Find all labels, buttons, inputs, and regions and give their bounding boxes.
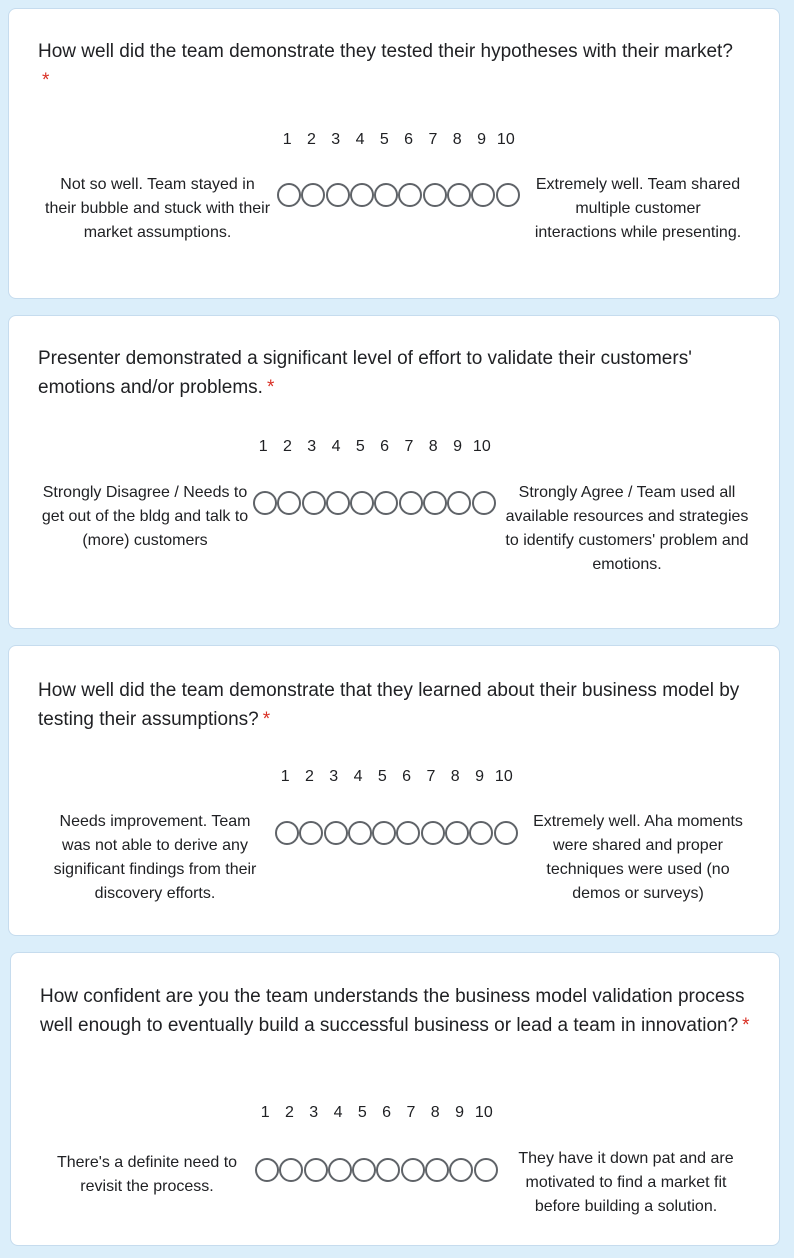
radio-option-5[interactable]: [350, 491, 374, 515]
required-asterisk: *: [266, 377, 275, 398]
radio-option-6[interactable]: [398, 183, 422, 207]
scale-number: 4: [333, 1104, 343, 1121]
scale-number: 6: [382, 1104, 392, 1121]
radio-option-9[interactable]: [469, 821, 493, 845]
scale-number: 5: [377, 768, 387, 785]
scale-number: 10: [474, 1104, 493, 1121]
question-card-4: [10, 952, 780, 1246]
radio-option-9[interactable]: [447, 491, 471, 515]
scale-number: 7: [404, 438, 414, 455]
radio-option-2[interactable]: [277, 491, 301, 515]
scale-number: 5: [357, 1104, 367, 1121]
high-label: They have it down pat and are motivated to find a market fit before building a solution.: [518, 1150, 734, 1215]
radio-option-7[interactable]: [401, 1158, 425, 1182]
scale-number: 8: [450, 768, 460, 785]
scale-number: 7: [428, 131, 438, 148]
radio-option-9[interactable]: [449, 1158, 473, 1182]
scale-number: 5: [355, 438, 365, 455]
scale-number: 6: [380, 438, 390, 455]
radio-option-6[interactable]: [396, 821, 420, 845]
radio-option-8[interactable]: [425, 1158, 449, 1182]
scale-numbers: [253, 1104, 496, 1122]
low-label: There's a definite need to revisit the process.: [56, 1154, 238, 1195]
scale-number: 3: [331, 131, 341, 148]
radio-option-8[interactable]: [447, 183, 471, 207]
question-card-1: [8, 8, 780, 299]
scale-number: 8: [430, 1104, 440, 1121]
radio-option-2[interactable]: [299, 821, 323, 845]
scale-number: 9: [453, 438, 462, 455]
radio-option-4[interactable]: [348, 821, 372, 845]
radio-option-3[interactable]: [304, 1158, 328, 1182]
radio-option-1[interactable]: [255, 1158, 279, 1182]
radio-option-7[interactable]: [421, 821, 445, 845]
scale-number: 1: [282, 131, 292, 148]
scale-number: 3: [307, 438, 317, 455]
scale-numbers: [251, 438, 494, 456]
radio-option-2[interactable]: [301, 183, 325, 207]
scale-number: 2: [284, 1104, 294, 1121]
scale-numbers: [275, 131, 518, 149]
scale-number: 10: [494, 768, 513, 785]
radio-option-4[interactable]: [350, 183, 374, 207]
radio-option-4[interactable]: [328, 1158, 352, 1182]
radio-scale: [275, 821, 518, 845]
question-title: How well did the team demonstrate that they learned about their business model by testing their assumptions? *: [38, 680, 740, 730]
scale-number: 2: [282, 438, 292, 455]
radio-option-5[interactable]: [372, 821, 396, 845]
scale-number: 8: [452, 131, 462, 148]
scale-number: 7: [426, 768, 436, 785]
scale-number: 4: [355, 131, 365, 148]
radio-scale: [255, 1158, 498, 1182]
radio-scale: [277, 183, 520, 207]
radio-option-10[interactable]: [472, 491, 496, 515]
low-label: Strongly Disagree / Needs to get out of the bldg and talk to (more) customers: [41, 484, 249, 549]
radio-option-10[interactable]: [474, 1158, 498, 1182]
scale-number: 5: [379, 131, 389, 148]
scale-numbers: [273, 768, 516, 786]
radio-option-1[interactable]: [253, 491, 277, 515]
radio-option-8[interactable]: [423, 491, 447, 515]
radio-option-9[interactable]: [471, 183, 495, 207]
scale-number: 4: [353, 768, 363, 785]
scale-number: 3: [309, 1104, 319, 1121]
scale-number: 1: [260, 1104, 270, 1121]
radio-option-2[interactable]: [279, 1158, 303, 1182]
radio-option-7[interactable]: [423, 183, 447, 207]
scale-number: 7: [406, 1104, 416, 1121]
scale-number: 1: [258, 438, 268, 455]
radio-option-4[interactable]: [326, 491, 350, 515]
high-label: Strongly Agree / Team used all available resources and strategies to identify customers' problem and emotions.: [505, 484, 749, 573]
radio-option-7[interactable]: [399, 491, 423, 515]
scale-number: 3: [329, 768, 339, 785]
radio-option-5[interactable]: [352, 1158, 376, 1182]
low-label: Not so well. Team stayed in their bubble and stuck with their market assumptions.: [45, 176, 271, 241]
scale-number: 10: [472, 438, 491, 455]
required-asterisk: *: [742, 1015, 750, 1036]
high-label: Extremely well. Aha moments were shared and proper techniques were used (no demos or surveys): [533, 813, 743, 902]
scale-number: 9: [455, 1104, 464, 1121]
required-asterisk: *: [42, 70, 50, 91]
radio-scale: [253, 491, 496, 515]
high-label: Extremely well. Team shared multiple customer interactions while presenting.: [534, 176, 742, 241]
question-card-3: [8, 645, 780, 936]
scale-number: 4: [331, 438, 341, 455]
radio-option-10[interactable]: [496, 183, 520, 207]
scale-number: 2: [304, 768, 314, 785]
scale-number: 6: [402, 768, 412, 785]
radio-option-3[interactable]: [324, 821, 348, 845]
radio-option-6[interactable]: [376, 1158, 400, 1182]
scale-number: 6: [404, 131, 414, 148]
question-title: How well did the team demonstrate they tested their hypotheses with their market?*: [38, 41, 733, 91]
scale-number: 9: [477, 131, 486, 148]
radio-option-5[interactable]: [374, 183, 398, 207]
required-asterisk: *: [262, 709, 271, 730]
question-title: Presenter demonstrated a significant level of effort to validate their customers' emotions and/or problems. *: [38, 348, 692, 398]
low-label: Needs improvement. Team was not able to derive any significant findings from their discovery efforts.: [53, 813, 257, 902]
scale-number: 2: [306, 131, 316, 148]
scale-number: 10: [496, 131, 515, 148]
radio-option-3[interactable]: [302, 491, 326, 515]
question-card-2: [8, 315, 780, 629]
radio-option-3[interactable]: [326, 183, 350, 207]
radio-option-1[interactable]: [275, 821, 299, 845]
question-title: How confident are you the team understands the business model validation process well enough to eventually build a successful business or lead a team in innovation? *: [40, 986, 750, 1036]
scale-number: 1: [280, 768, 290, 785]
scale-number: 9: [475, 768, 484, 785]
radio-option-1[interactable]: [277, 183, 301, 207]
radio-option-6[interactable]: [374, 491, 398, 515]
radio-option-8[interactable]: [445, 821, 469, 845]
scale-number: 8: [428, 438, 438, 455]
radio-option-10[interactable]: [494, 821, 518, 845]
